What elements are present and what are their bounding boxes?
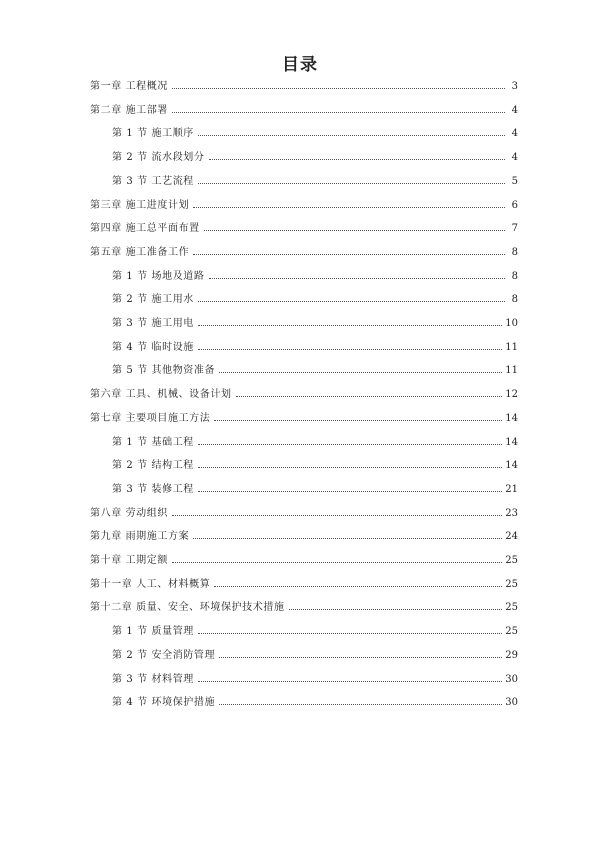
toc-entry-label: 第 3 节 材料管理: [112, 673, 194, 685]
toc-entry-label: 第 1 节 施工顺序: [112, 128, 194, 140]
toc-chapter-entry[interactable]: [90, 221, 518, 237]
dot-leader: [193, 538, 502, 539]
toc-entry-page-number: 14: [505, 412, 518, 424]
toc-entry-label: 第 1 节 场地及道路: [112, 270, 205, 282]
dot-leader: [198, 444, 502, 445]
toc-section-entry[interactable]: [112, 292, 518, 308]
dot-leader: [198, 681, 502, 682]
dot-leader: [193, 207, 505, 208]
toc-chapter-entry[interactable]: [90, 600, 518, 616]
toc-entry-page-number: 5: [511, 175, 518, 187]
toc-entry-page-number: 21: [505, 483, 518, 495]
toc-entry-label: 第 2 节 安全消防管理: [112, 649, 216, 661]
toc-entry-label: 第五章 施工准备工作: [90, 246, 190, 258]
toc-entry-label: 第九章 雨期施工方案: [90, 531, 190, 543]
toc-section-entry[interactable]: [112, 126, 518, 142]
dot-leader: [214, 420, 502, 421]
dot-leader: [198, 467, 502, 468]
toc-entry-page-number: 23: [505, 507, 518, 519]
toc-entry-page-number: 30: [505, 697, 518, 709]
toc-entry-label: 第 3 节 工艺流程: [112, 175, 194, 187]
dot-leader: [198, 325, 502, 326]
toc-entry-page-number: 14: [505, 436, 518, 448]
dot-leader: [198, 135, 505, 136]
dot-leader: [236, 396, 503, 397]
toc-section-entry[interactable]: [112, 435, 518, 451]
toc-entry-label: 第三章 施工进度计划: [90, 199, 190, 211]
toc-section-entry[interactable]: [112, 150, 518, 166]
toc-entry-label: 第六章 工具、机械、设备计划: [90, 389, 232, 401]
dot-leader: [214, 586, 502, 587]
toc-entry-label: 第 4 节 环境保护措施: [112, 697, 216, 709]
toc-section-entry[interactable]: [112, 648, 518, 664]
toc-entry-page-number: 7: [511, 223, 518, 235]
toc-entry-label: 第一章 工程概况: [90, 81, 168, 92]
toc-entry-page-number: 8: [511, 294, 518, 306]
dot-leader: [198, 349, 502, 350]
toc-entry-page-number: 8: [511, 270, 518, 282]
toc-entry-page-number: 11: [505, 365, 518, 377]
toc-chapter-entry[interactable]: [90, 245, 518, 261]
toc-entry-page-number: 12: [505, 389, 518, 401]
dot-leader: [209, 159, 506, 160]
dot-leader: [198, 491, 502, 492]
dot-leader: [198, 183, 505, 184]
toc-entry-label: 第 1 节 质量管理: [112, 626, 194, 638]
toc-entry-page-number: 8: [511, 246, 518, 258]
dot-leader: [172, 562, 502, 563]
dot-leader: [172, 112, 505, 113]
toc-section-entry[interactable]: [112, 458, 518, 474]
toc-entry-label: 第 2 节 施工用水: [112, 294, 194, 306]
toc-section-entry[interactable]: [112, 316, 518, 332]
toc-entry-label: 第 1 节 基础工程: [112, 436, 194, 448]
dot-leader: [219, 657, 502, 658]
dot-leader: [204, 230, 505, 231]
toc-chapter-entry[interactable]: [90, 103, 518, 119]
toc-entry-page-number: 29: [505, 649, 518, 661]
toc-entry-page-number: 25: [505, 555, 518, 566]
toc-section-entry[interactable]: [112, 672, 518, 688]
toc-entry-label: 第 3 节 施工用电: [112, 318, 194, 329]
toc-entry-page-number: 24: [505, 531, 518, 543]
dot-leader: [198, 301, 505, 302]
toc-section-entry[interactable]: [112, 363, 518, 379]
dot-leader: [219, 704, 502, 705]
toc-entry-label: 第四章 施工总平面布置: [90, 223, 200, 235]
toc-chapter-entry[interactable]: [90, 553, 518, 569]
toc-section-entry[interactable]: [112, 482, 518, 498]
toc-entry-page-number: 10: [505, 318, 518, 329]
toc-entry-label: 第七章 主要项目施工方法: [90, 412, 211, 424]
toc-entry-label: 第 2 节 流水段划分: [112, 152, 205, 164]
dot-leader: [219, 372, 502, 373]
toc-section-entry[interactable]: [112, 174, 518, 190]
toc-entry-page-number: 14: [505, 460, 518, 472]
dot-leader: [198, 633, 502, 634]
dot-leader: [209, 278, 506, 279]
toc-entry-label: 第十一章 人工、材料概算: [90, 578, 211, 590]
toc-entry-page-number: 30: [505, 673, 518, 685]
toc-entry-label: 第二章 施工部署: [90, 104, 168, 116]
toc-chapter-entry[interactable]: [90, 387, 518, 403]
toc-entry-page-number: 4: [511, 128, 518, 140]
toc-section-entry[interactable]: [112, 695, 518, 711]
toc-chapter-entry[interactable]: [90, 411, 518, 427]
toc-chapter-entry[interactable]: [90, 577, 518, 593]
dot-leader: [289, 609, 503, 610]
toc-section-entry[interactable]: [112, 340, 518, 356]
toc-entry-page-number: 25: [505, 578, 518, 590]
toc-entry-page-number: 6: [511, 199, 518, 211]
toc-entry-label: 第 4 节 临时设施: [112, 341, 194, 353]
toc-chapter-entry[interactable]: [90, 79, 518, 95]
toc-entry-page-number: 4: [511, 104, 518, 116]
toc-entry-page-number: 11: [505, 341, 518, 353]
page-title: 目录: [282, 55, 318, 75]
toc-entry-page-number: 25: [505, 626, 518, 638]
toc-entry-label: 第 3 节 装修工程: [112, 483, 194, 495]
toc-entry-page-number: 25: [505, 602, 518, 614]
toc-entry-label: 第十章 工期定额: [90, 555, 168, 566]
toc-entry-page-number: 4: [511, 152, 518, 164]
dot-leader: [193, 254, 505, 255]
toc-entry-page-number: 3: [511, 81, 518, 92]
toc-entry-label: 第十二章 质量、安全、环境保护技术措施: [90, 602, 285, 614]
dot-leader: [172, 515, 502, 516]
toc-section-entry[interactable]: [112, 624, 518, 640]
toc-chapter-entry[interactable]: [90, 506, 518, 522]
toc-entry-label: 第八章 劳动组织: [90, 507, 168, 519]
toc-entry-label: 第 5 节 其他物资准备: [112, 365, 216, 377]
toc-chapter-entry[interactable]: [90, 529, 518, 545]
dot-leader: [172, 88, 505, 89]
toc-section-entry[interactable]: [112, 269, 518, 285]
toc-entry-label: 第 2 节 结构工程: [112, 460, 194, 472]
toc-chapter-entry[interactable]: [90, 198, 518, 214]
